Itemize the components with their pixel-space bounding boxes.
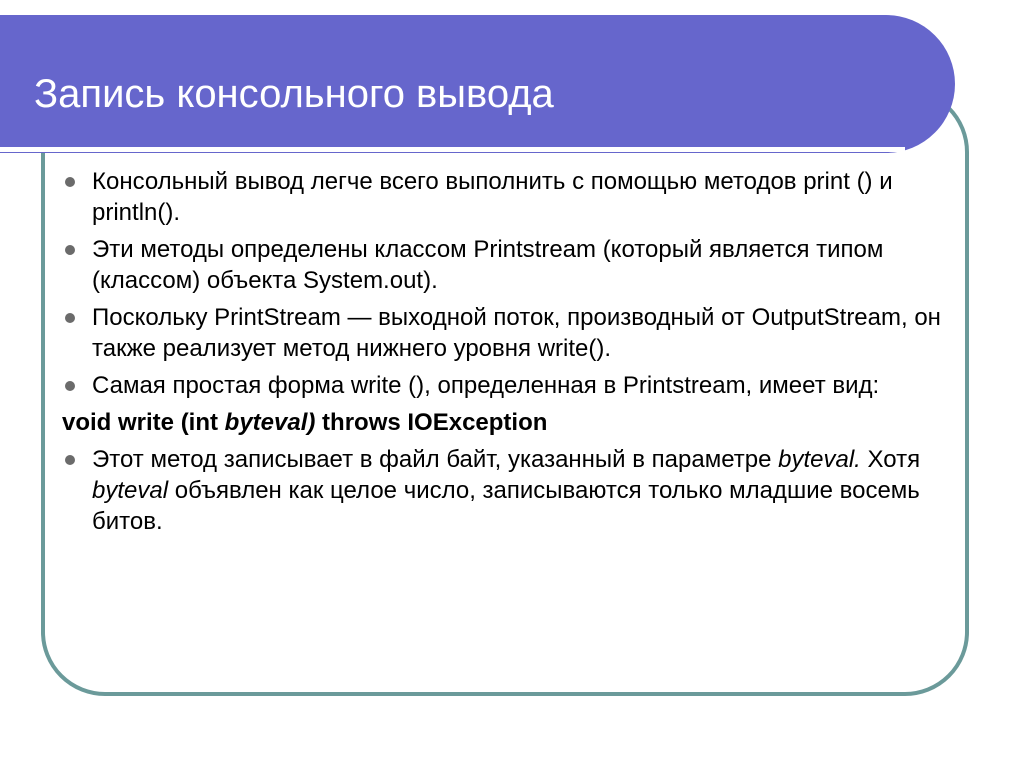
bullet-dot-icon	[65, 381, 75, 391]
bullet-dot-icon	[65, 455, 75, 465]
bullet-item	[62, 370, 962, 401]
code-part: void write (int	[62, 409, 225, 436]
title-underline	[0, 147, 905, 152]
bullet-dot-icon	[65, 245, 75, 255]
param-name: byteval	[92, 477, 169, 504]
bullet-text: Консольный вывод легче всего выполнить с помощью методов print () и println().	[92, 168, 893, 226]
param-name: byteval.	[778, 446, 861, 473]
bullet-text: Поскольку PrintStream — выходной поток, производный от OutputStream, он также реализует метод нижнего уровня write().	[92, 304, 941, 362]
bullet-text: Хотя	[860, 446, 921, 473]
bullet-item	[62, 302, 962, 364]
bullet-text: Этот метод записывает в файл байт, указанный в параметре	[92, 446, 779, 473]
bullet-text: Эти методы определены классом Printstream (который является типом (классом) объекта System.out).	[92, 236, 884, 294]
slide-body	[62, 166, 962, 543]
bullet-text: объявлен как целое число, записываются только младшие восемь битов.	[92, 477, 920, 535]
code-param: byteval)	[224, 409, 316, 436]
code-part: throws IOException	[315, 409, 548, 436]
bullet-item	[62, 234, 962, 296]
code-signature	[62, 407, 962, 438]
bullet-dot-icon	[65, 313, 75, 323]
title-banner	[0, 15, 955, 153]
bullet-text: Самая простая форма write (), определенная в Printstream, имеет вид:	[92, 372, 880, 399]
bullet-dot-icon	[65, 177, 75, 187]
bullet-item	[62, 444, 962, 537]
slide-title: Запись консольного вывода	[34, 72, 554, 116]
bullet-item	[62, 166, 962, 228]
